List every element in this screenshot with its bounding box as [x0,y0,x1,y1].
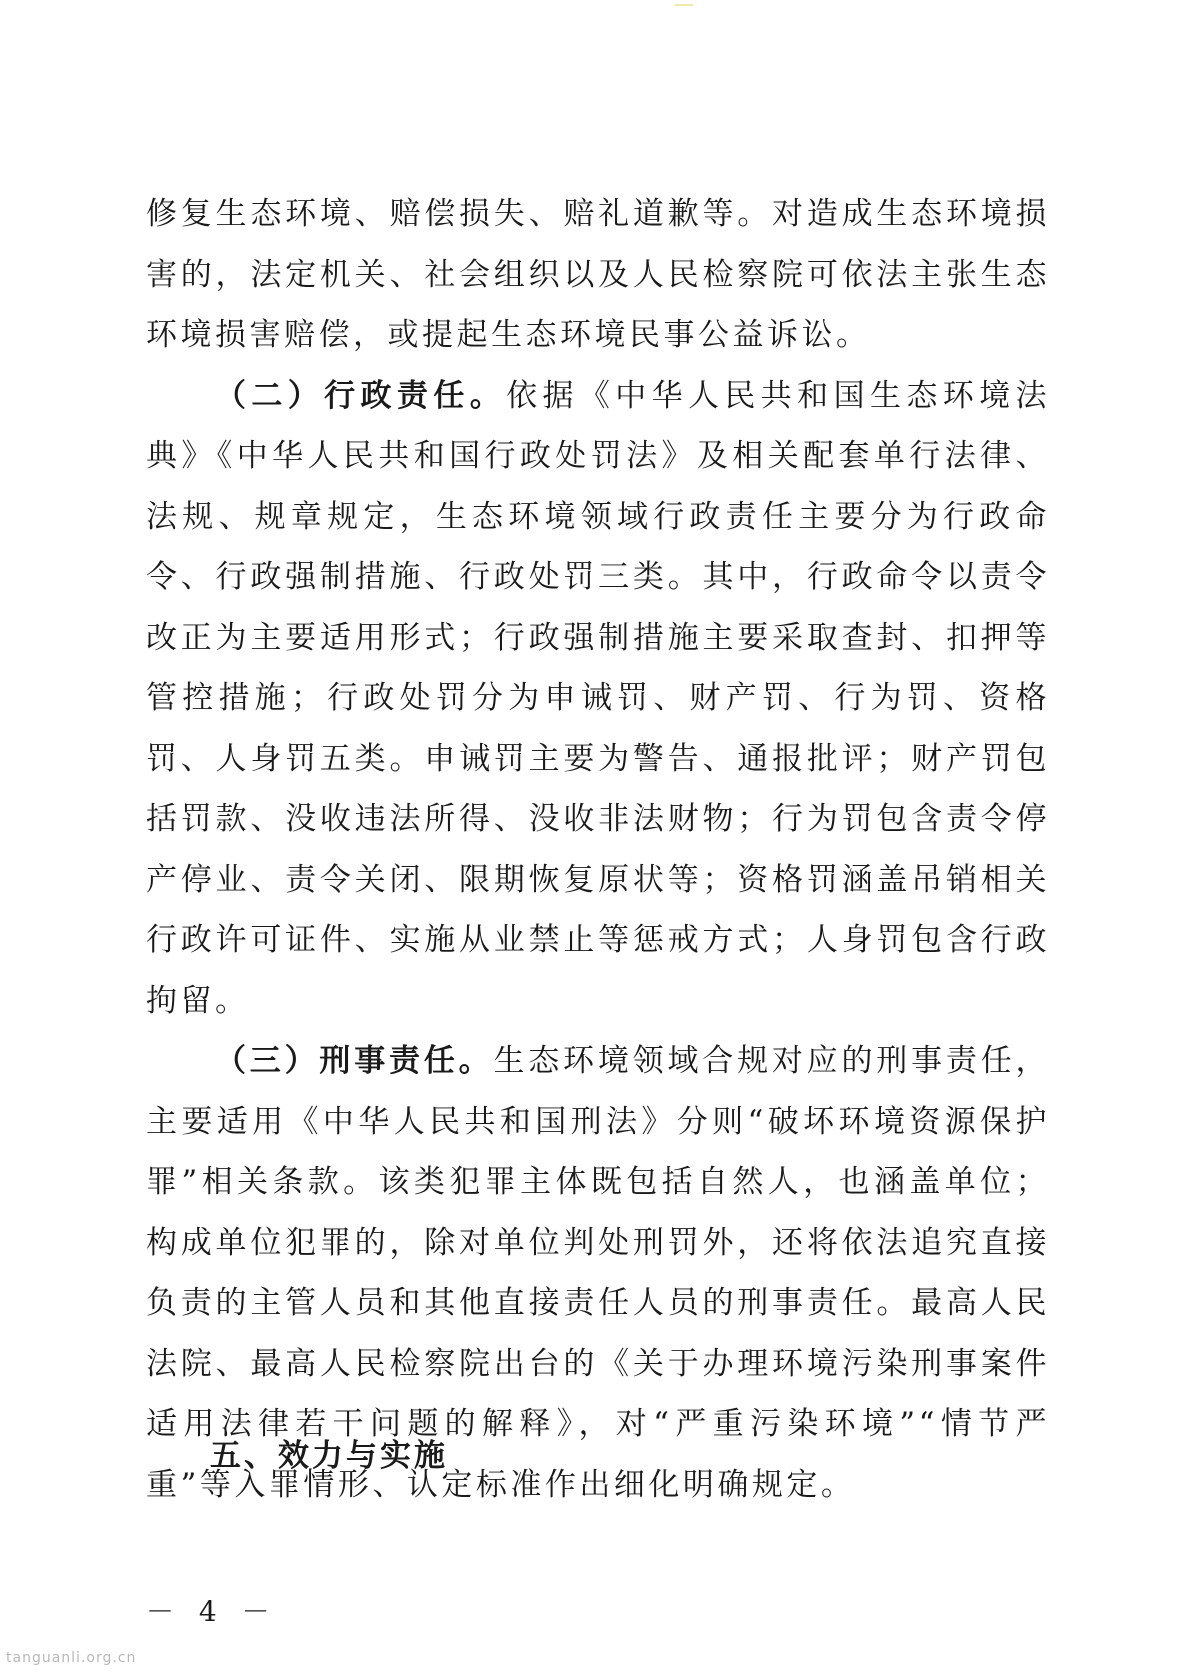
document-body [146,184,1050,1515]
paragraph-civil-liability [146,184,1050,366]
paragraph-text: 依据《中华人民共和国生态环境法典》《中华人民共和国行政处罚法》及相关配套单行法律、法规、规章规定，生态环境领域行政责任主要分为行政命令、行政强制措施、行政处罚三类。其中，行政命令以责令改正为主要适用形式；行政强制措施主要采取查封、扣押等管控措施；行政处罚分为申诫罚、财产罚、行为罚、资格罚、人身罚五类。申诫罚主要为警告、通报批评；财产罚包括罚款、没收违法所得、没收非法财物；行为罚包含责令停产停业、责令关闭、限期恢复原状等；资格罚涵盖吊销相关行政许可证件、实施从业禁止等惩戒方式；人身罚包含行政拘留。 [146,377,1051,1019]
paragraph-administrative-liability [146,366,1050,1032]
watermark: tanguanli.org.cn [6,1650,137,1666]
paragraph-lead: （三）刑事责任。 [215,1043,494,1079]
section-heading: 五、效力与实施 [210,1438,448,1474]
page-number: － 4 － [146,1595,278,1628]
paragraph-lead: （二）行政责任。 [215,377,507,414]
paragraph-text: 生态环境领域合规对应的刑事责任，主要适用《中华人民共和国刑法》分则“破坏环境资源保护罪”相关条款。该类犯罪主体既包括自然人，也涵盖单位；构成单位犯罪的，除对单位判处刑罚外，还将依法追究直接负责的主管人员和其他直接责任人员的刑事责任。最高人民法院、最高人民检察院出台的《关于办理环境污染刑事案件适用法律若干问题的解释》，对“严重污染环境”“情节严重”等入罪情形、认定标准作出细化明确规定。 [146,1043,1051,1503]
top-mark [675,4,693,6]
paragraph-text: 修复生态环境、赔偿损失、赔礼道歉等。对造成生态环境损害的，法定机关、社会组织以及人民检察院可依法主张生态环境损害赔偿，或提起生态环境民事公益诉讼。 [146,196,1050,353]
